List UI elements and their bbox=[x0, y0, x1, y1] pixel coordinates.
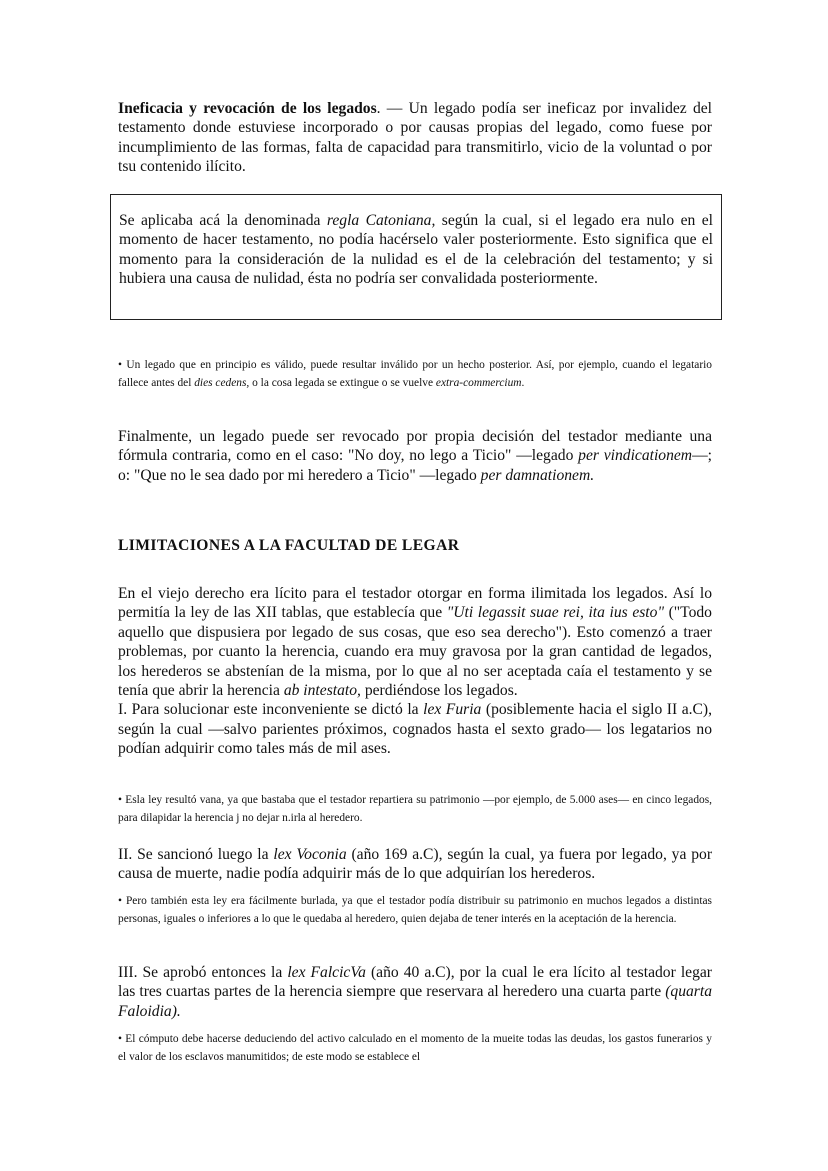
footnote-lex-voconia: • Pero también esta ley era fácilmente burlada, ya que el testador podía distribuir su patrimonio en muchos legados a distintas personas, iguales o inferiores a lo que le quedaba al heredero, quien dejaba de tener interés en la aceptación de la herencia. bbox=[118, 895, 712, 925]
paragraph-revocacion: Finalmente, un legado puede ser revocado por propia decisión del testador mediante una fórmula contraria, como en el caso: "No doy, no lego a Ticio" —legado per vindicationem—; o: "Que no le sea dado por mi heredero a Ticio" —legado per damnationem. bbox=[118, 428, 713, 484]
paragraph-lex-voconia: II. Se sancionó luego la lex Voconia (año 169 a.C), según la cual, ya fuera por legado, ya por causa de muerte, nadie podía adquirir más de lo que adquirían los herederos. bbox=[118, 846, 713, 883]
footnote-computo: • El cómputo debe hacerse deduciendo del activo calculado en el momento de la mueite todas las deudas, los gastos funerarios y el valor de los esclavos manumitidos; de este modo se establece el bbox=[118, 1033, 712, 1063]
footnote-lex-furia: • Esla ley resultó vana, ya que bastaba que el testador repartiera su patrimonio —por ejemplo, de 5.000 ases— en cinco legados, para dilapidar la herencia j no dejar n.irla al heredero. bbox=[118, 794, 712, 824]
paragraph-ineficacia: Ineficacia y revocación de los legados. — Un legado podía ser ineficaz por invalidez del testamento donde estuviese incorporado o por causas propias del legado, como fuese por incumplimiento de las formas, falta de capacidad para transmitirlo, vicio de la voluntad o por tsu contenido ilícito. bbox=[118, 100, 712, 176]
section-title: Ineficacia y revocación de los legados bbox=[118, 100, 377, 117]
paragraph-lex-falcidia: III. Se aprobó entonces la lex FalcicVa (año 40 a.C), por la cual le era lícito al testador legar las tres cuartas partes de la herencia siempre que reservara al heredero una cuarta parte (quarta Faloidia). bbox=[118, 964, 712, 1020]
footnote-invalidez: • Un legado que en principio es válido, puede resultar inválido por un hecho posterior. Así, por ejemplo, cuando el legatario fallece antes del dies cedens, o la cosa legada se extingue o se vuelve extra-commercium. bbox=[118, 359, 712, 389]
regla-catoniana-box bbox=[110, 194, 722, 320]
paragraph-limitaciones: En el viejo derecho era lícito para el testador otorgar en forma ilimitada los legados. Así lo permitía la ley de las XII tablas, que establecía que "Uti legassit suae rei, ita ius esto" ("Todo aquello que dispusiera por legado de sus cosas, que eso sea derecho"). Esto comenzó a traer problemas, por cuanto la herencia, cuando era muy gravosa por la gran cantidad de legados, los herederos se abstenían de la misma, por lo que al no ser aceptada caía el testamento y se tenía que abrir la herencia ab intestato, perdiéndose los legados. I. Para solucionar este inconveniente se dictó la lex Furia (posiblemente hacia el siglo II a.C), según la cual —salvo parientes próximos, cognados hasta el sexto grado— los legatarios no podían adquirir como tales más de mil ases. bbox=[118, 585, 713, 758]
section-heading-limitaciones: LIMITACIONES A LA FACULTAD DE LEGAR bbox=[118, 537, 460, 554]
paragraph-regla-catoniana: Se aplicaba acá la denominada regla Catoniana, según la cual, si el legado era nulo en el momento de hacer testamento, no podía hacérselo valer posteriormente. Esto significa que el momento para la consideración de la nulidad es el de la celebración del testamento; y si hubiera una causa de nulidad, ésta no podría ser convalidada posteriormente. bbox=[119, 212, 713, 288]
